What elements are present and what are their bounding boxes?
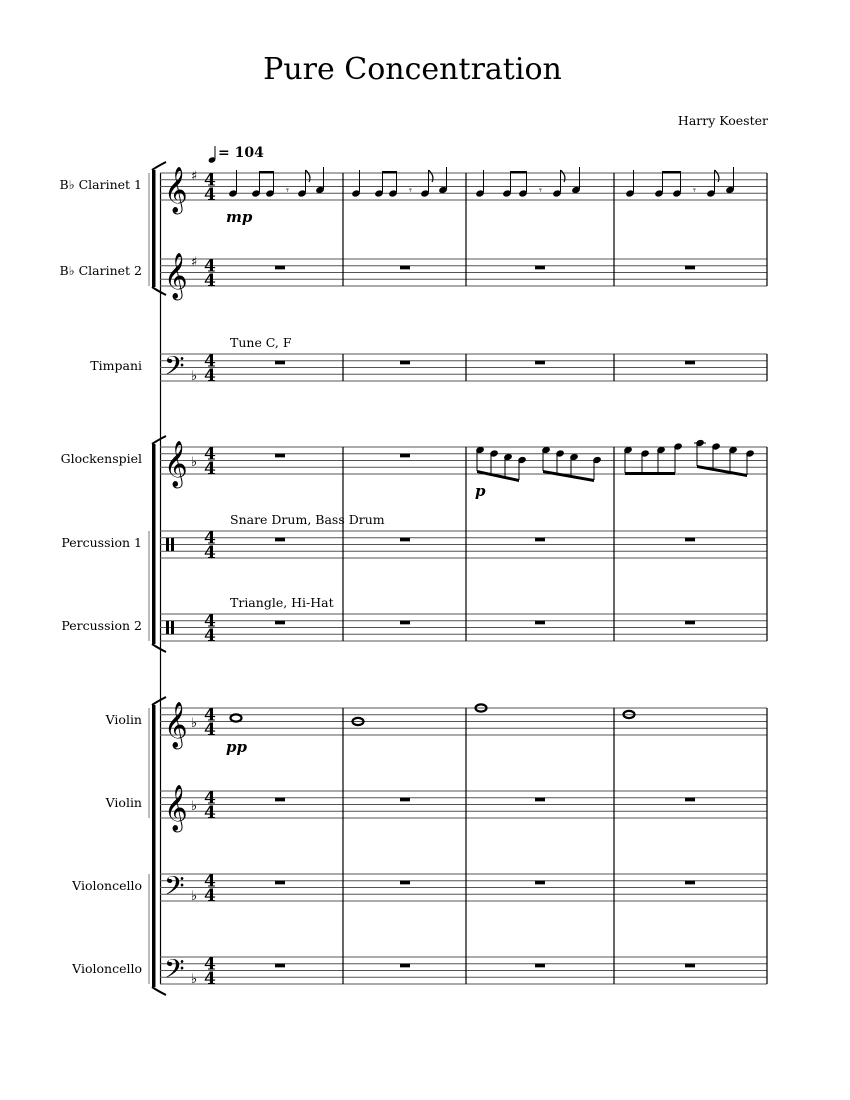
label-violin-1: Violin	[105, 712, 142, 727]
staff-timpani	[160, 354, 767, 381]
percussion-1-instruments-text: Snare Drum, Bass Drum	[230, 512, 385, 527]
flat-icon: ♭	[191, 455, 198, 470]
dynamic-violin-1: pp	[226, 738, 247, 756]
treble-clef-icon: 𝄞	[164, 702, 188, 748]
staff-percussion-2	[160, 614, 767, 641]
barlines	[343, 173, 767, 984]
tempo-quarter-note-icon	[208, 146, 216, 164]
label-violin-2: Violin	[105, 795, 142, 810]
bass-clef-icon: 𝄢	[164, 350, 185, 388]
flat-icon: ♭	[191, 889, 198, 904]
label-violoncello-1: Violoncello	[72, 878, 142, 893]
staff-violoncello-2	[160, 957, 767, 984]
composer-name: Harry Koester	[677, 113, 768, 128]
timpani-tuning-text: Tune C, F	[230, 335, 292, 350]
label-clarinet-2: B♭ Clarinet 2	[59, 263, 142, 278]
flat-icon: ♭	[191, 799, 198, 814]
score-notation: 4 4 𝄞 𝄞 𝄢 𝄞 𝄞 𝄞 𝄢 𝄢 ♯ ♯ ♭ ♭ ♭ ♭ ♭ ♭ 𝄾 𝄾 𝄾 𝄾	[0, 0, 850, 1100]
bass-clef-icon: 𝄢	[164, 870, 185, 908]
svg-text:𝄾: 𝄾	[539, 184, 542, 197]
dynamic-clarinet-1: mp	[226, 208, 253, 226]
treble-clef-icon: 𝄞	[164, 785, 188, 831]
dynamic-glockenspiel: p	[475, 482, 486, 500]
svg-text:𝄾: 𝄾	[286, 184, 289, 197]
staff-percussion-1	[160, 531, 767, 558]
score-title: Pure Concentration	[263, 52, 562, 87]
staff-glockenspiel	[160, 447, 767, 474]
treble-clef-icon: 𝄞	[164, 441, 188, 487]
sharp-icon: ♯	[191, 255, 198, 270]
bass-clef-icon: 𝄢	[164, 953, 185, 991]
label-glockenspiel: Glockenspiel	[60, 451, 142, 466]
treble-clef-icon: 𝄞	[164, 167, 188, 213]
treble-clef-icon: 𝄞	[164, 253, 188, 299]
clarinet-1-notes	[228, 167, 735, 198]
whole-rests	[275, 266, 695, 968]
staff-clarinet-2	[160, 259, 767, 286]
staff-violin-2	[160, 791, 767, 818]
label-clarinet-1: B♭ Clarinet 1	[59, 177, 142, 192]
svg-text:𝄾: 𝄾	[409, 184, 412, 197]
label-timpani: Timpani	[90, 358, 142, 373]
label-violoncello-2: Violoncello	[72, 961, 142, 976]
percussion-2-instruments-text: Triangle, Hi-Hat	[230, 595, 334, 610]
flat-icon: ♭	[191, 716, 198, 731]
tempo-value: = 104	[218, 145, 264, 161]
staff-violin-1	[160, 708, 767, 735]
svg-text:𝄾: 𝄾	[693, 184, 696, 197]
flat-icon: ♭	[191, 369, 198, 384]
flat-icon: ♭	[191, 972, 198, 987]
label-percussion-2: Percussion 2	[61, 618, 142, 633]
sharp-icon: ♯	[191, 169, 198, 184]
staff-violoncello-1	[160, 874, 767, 901]
label-percussion-1: Percussion 1	[61, 535, 142, 550]
